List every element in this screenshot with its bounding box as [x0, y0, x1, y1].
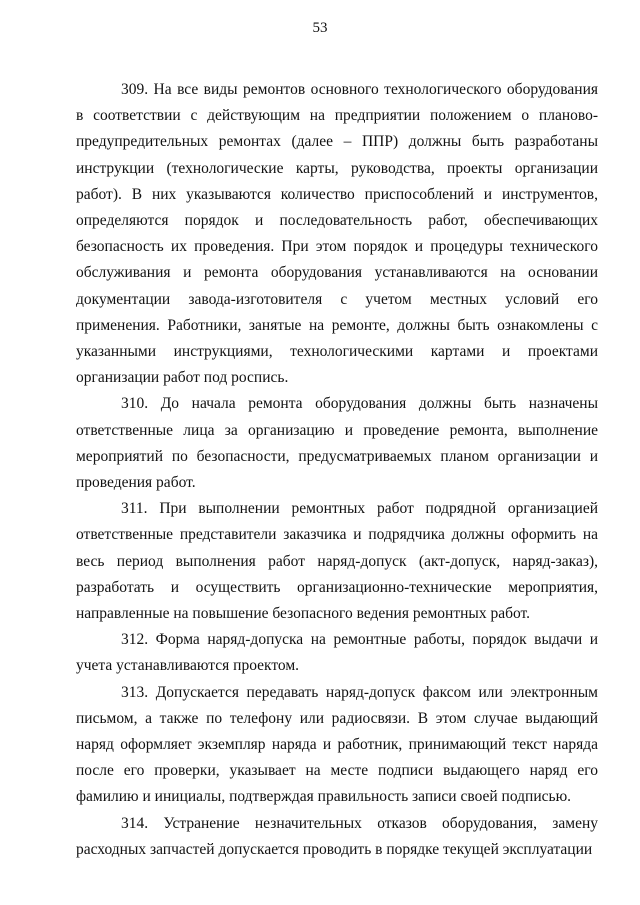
page-number: 53 — [312, 20, 328, 36]
document-body — [76, 77, 598, 863]
paragraph-313: 313. Допускается передавать наряд-допуск факсом или электронным письмом, а также по телефону или радиосвязи. В этом случае выдающий наряд оформляет экземпляр наряда и работник, принимающий текст наряда после его проверки, указывает на месте подписи выдающего наряд его фамилию и инициалы, подтверждая правильность записи своей подписью. — [76, 683, 598, 806]
paragraph-311: 311. При выполнении ремонтных работ подрядной организацией ответственные представители заказчика и подрядчика должны оформить на весь период выполнения работ наряд-допуск (акт-допуск, наряд-заказ), разработать и осуществить организационно-технические мероприятия, направленные на повышение безопасного ведения ремонтных работ. — [76, 500, 598, 623]
paragraph-314: 314. Устранение незначительных отказов оборудования, замену расходных запчастей допускается проводить в порядке текущей эксплуатации — [76, 814, 598, 858]
paragraph-310: 310. До начала ремонта оборудования должны быть назначены ответственные лица за организацию и проведение ремонта, выполнение мероприятий по безопасности, предусматриваемых планом организации и проведения работ. — [76, 395, 598, 492]
paragraph-312: 312. Форма наряд-допуска на ремонтные работы, порядок выдачи и учета устанавливаются проектом. — [76, 631, 598, 675]
paragraph-309: 309. На все виды ремонтов основного технологического оборудования в соответствии с действующим на предприятии положением о планово-предупредительных ремонтах (далее – ППР) должны быть разработаны инструкции (технологические карты, руководства, проекты организации работ). В них указываются количество приспособлений и инструментов, определяются порядок и последовательность работ, обеспечивающих безопасность их проведения. При этом порядок и процедуры технического обслуживания и ремонта оборудования устанавливаются на основании документации завода-изготовителя с учетом местных условий его применения. Работники, занятые на ремонте, должны быть ознакомлены с указанными инструкциями, технологическими картами и проектами организации работ под роспись. — [76, 81, 598, 387]
